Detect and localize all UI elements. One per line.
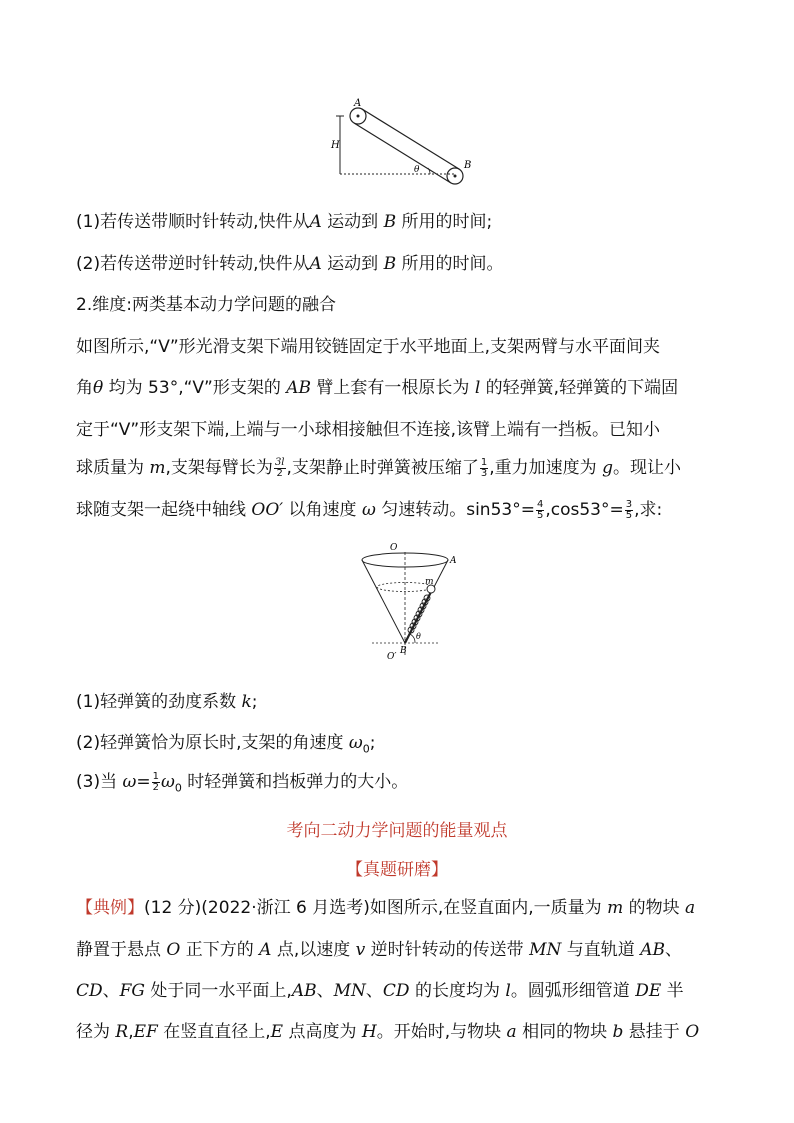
para-line-2: 角θ 均为 53°,“V”形支架的 AB 臂上套有一根原长为 l 的轻弹簧,轻弹簧的下端固 — [76, 378, 679, 398]
fraction-1-over-3: $\frac{1}{3}$ — [480, 456, 488, 479]
fig2-label-B: B — [400, 646, 407, 656]
v-frame-figure — [360, 540, 470, 662]
question-1: (1)若传送带顺时针转动,快件从A 运动到 B 所用的时间; — [76, 212, 493, 232]
section-title: 考向二动力学问题的能量观点 — [286, 821, 508, 841]
para-line-4: 球质量为 m,支架每臂长为 $\frac{3l}{2}$ ,支架静止时弹簧被压缩了 $\frac{1}{3}$ ,重力加速度为 g。现让小 — [76, 456, 681, 479]
fig2-label-A: A — [450, 556, 457, 566]
question-2: (2)若传送带逆时针转动,快件从A 运动到 B 所用的时间。 — [76, 254, 504, 274]
section-subtitle: 【真题研磨】 — [346, 860, 448, 880]
subquestion-1: (1)轻弹簧的劲度系数 k; — [76, 692, 258, 712]
para-line-5: 球随支架一起绕中轴线 OO′ 以角速度 ω 匀速转动。sin53°= $\frac{4}{5}$ ,cos53°= $\frac{3}{5}$ ,求: — [76, 498, 663, 521]
example-tag: 【典例】 — [76, 898, 144, 918]
fig1-label-H: H — [331, 140, 340, 151]
para-line-3: 定于“V”形支架下端,上端与一小球相接触但不连接,该臂上端有一挡板。已知小 — [76, 420, 661, 440]
fraction-1-over-2: $\frac{1}{2}$ — [152, 770, 159, 793]
section-heading-2: 2.维度:两类基本动力学问题的融合 — [76, 295, 336, 315]
subquestion-2: (2)轻弹簧恰为原长时,支架的角速度 $\omega_0$; — [76, 733, 376, 756]
conveyor-belt-figure — [330, 98, 480, 190]
para-line-1: 如图所示,“V”形光滑支架下端用铰链固定于水平地面上,支架两臂与水平面间夹 — [76, 337, 661, 357]
fraction-3l-over-2: $\frac{3l}{2}$ — [274, 456, 285, 479]
fig1-label-A: A — [354, 98, 362, 109]
fraction-4-over-5: $\frac{4}{5}$ — [536, 498, 544, 521]
fig2-label-O-top: O — [390, 543, 398, 553]
subquestion-3: (3)当 ω= $\frac{1}{2}$ $\omega_0$ 时轻弹簧和挡板弹力的大小。 — [76, 770, 409, 795]
example-line-4: 径为 R,EF 在竖直直径上,E 点高度为 H。开始时,与物块 a 相同的物块 b 悬挂于 O — [76, 1022, 700, 1042]
example-line-1: 【典例】(12 分)(2022·浙江 6 月选考)如图所示,在竖直面内,一质量为 m 的物块 a — [76, 898, 696, 918]
fig2-label-O-bottom: O′ — [387, 652, 397, 662]
example-line-3: CD、FG 处于同一水平面上,AB、MN、CD 的长度均为 l。圆弧形细管道 DE 半 — [76, 981, 684, 1001]
fig1-label-theta: θ — [414, 165, 420, 175]
fraction-3-over-5: $\frac{3}{5}$ — [625, 498, 633, 521]
fig1-label-B: B — [464, 160, 472, 171]
example-line-2: 静置于悬点 O 正下方的 A 点,以速度 v 逆时针转动的传送带 MN 与直轨道 AB、 — [76, 940, 682, 960]
fig2-label-m: m — [425, 577, 434, 587]
fig2-label-theta: θ — [416, 632, 421, 641]
